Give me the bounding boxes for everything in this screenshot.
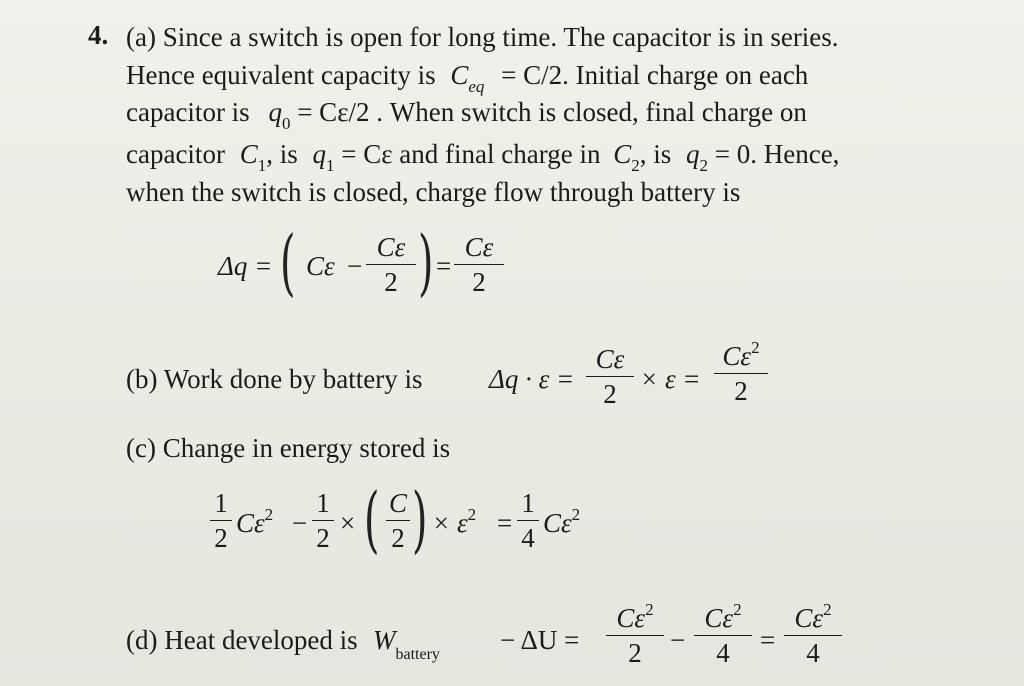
part-c-times: × (340, 508, 356, 538)
part-c-fraction-4: 1 4 (517, 490, 539, 552)
question-number: 4. (88, 20, 109, 50)
part-d-label: (d) Heat developed is (126, 625, 358, 655)
part-a-line-3: capacitor is $q_0 = C\varepsilon/2$ . When switch is closed, final charge on (126, 97, 807, 133)
part-d-fraction-3: $C\varepsilon^2$ 4 (784, 605, 842, 667)
part-a-line-4: capacitor $C_1$, is $q_1 = C\varepsilon$ and final charge in $C_2$, is $q_2 = 0$. Hence, (126, 139, 840, 175)
eq-a-equals: = (436, 251, 452, 281)
part-b-expr: Δq · ε = (489, 364, 575, 394)
part-c-label: (c) Change in energy stored is (126, 433, 451, 463)
part-c-times-eps: × $\varepsilon^2$ (432, 505, 477, 538)
eq-a-minus: − (347, 251, 363, 281)
part-d-work: $W_{battery}$ (373, 625, 440, 663)
eq-a-right-paren: ) (418, 220, 434, 304)
eq-a-fraction-1: Cε 2 (366, 234, 416, 296)
part-d-minus: − (670, 625, 686, 655)
part-d-fraction-1: $C\varepsilon^2$ 2 (606, 605, 664, 667)
part-c-right-paren: ) (412, 477, 428, 561)
part-c-fraction-1: 1 2 (210, 490, 232, 552)
part-a-line-1: (a) Since a switch is open for long time. The capacitor is in series. (126, 22, 839, 52)
part-b-times: × ε = (640, 364, 701, 394)
part-a-line-5: when the switch is closed, charge flow through battery is (126, 177, 741, 207)
eq-a-term1: Cε (306, 251, 335, 281)
part-a-line-2: Hence equivalent capacity is $C_{eq} = C/2$. Initial charge on each (126, 60, 809, 96)
part-d-minus-du: − ΔU = (500, 625, 580, 655)
eq-a-lhs: Δq = (218, 251, 273, 281)
part-b-fraction-2: $C\varepsilon^2$ 2 (714, 343, 768, 405)
eq-a-fraction-2: Cε 2 (454, 234, 504, 296)
part-c-minus: − (292, 508, 308, 538)
part-d-equals: = (760, 625, 776, 655)
part-c-result: $C\varepsilon^2$ (543, 505, 581, 538)
part-c-equals: = (497, 508, 513, 538)
part-b-label: (b) Work done by battery is (126, 364, 423, 394)
part-c-left-paren: ( (364, 477, 380, 561)
part-c-term-1: $C\varepsilon^2$ (236, 505, 274, 538)
part-c-fraction-2: 1 2 (312, 490, 334, 552)
part-b-fraction-1: Cε 2 (586, 346, 634, 408)
part-d-fraction-2: $C\varepsilon^2$ 4 (694, 605, 752, 667)
part-c-fraction-3: C 2 (386, 490, 410, 552)
eq-a-left-paren: ( (280, 220, 296, 304)
